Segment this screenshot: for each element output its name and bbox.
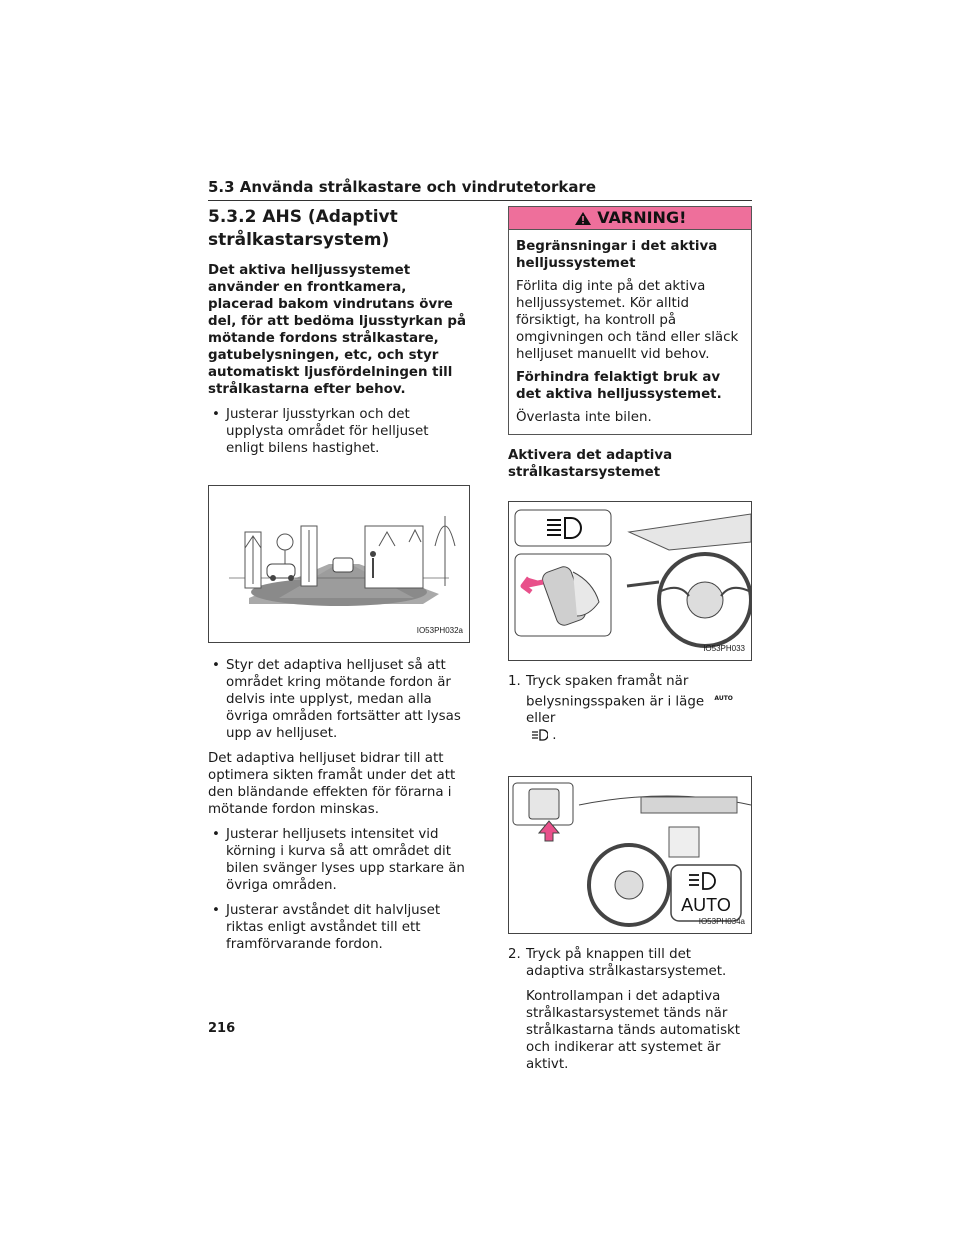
bullet-item: • Styr det adaptiva helljuset så att området kring mötande fordon är delvis inte upplyst, medan alla övriga områden fortsätter att lysas upp av helljuset. [208, 657, 470, 742]
section-header: 5.3 Använda strålkastare och vindrutetorkare [208, 178, 752, 201]
warning-text: Överlasta inte bilen. [516, 410, 652, 425]
step-text: Tryck på knappen till det adaptiva strålkastarsystemet. [526, 947, 727, 980]
warning-box [508, 206, 752, 435]
step-1 [508, 673, 752, 744]
auto-headlight-icon [530, 729, 548, 741]
figure-code: IO53PH034a [698, 917, 745, 927]
right-column [508, 206, 752, 1081]
warning-title: VARNING! [597, 208, 687, 227]
bullet-item: • Justerar ljusstyrkan och det upplysta området för helljuset enligt bilens hastighet. [208, 406, 470, 457]
body-paragraph: Det adaptiva helljuset bidrar till att optimera sikten framåt under det att den bländande effekten för förarna i mötande fordon minskas. [208, 751, 456, 817]
step-2 [508, 946, 752, 980]
left-column [208, 206, 470, 961]
auto-label: AUTO [714, 695, 733, 702]
figure-code: IO53PH033 [703, 644, 745, 653]
bullet-item: • Justerar avståndet dit halvljuset riktas enligt avståndet till ett framförvarande fordon. [208, 902, 470, 953]
dashboard-illustration [508, 776, 752, 934]
bullet-item: • Justerar helljusets intensitet vid körning i kurva så att området dit bilen svänger lyses upp starkare än övriga områden. [208, 826, 470, 894]
intro-paragraph: Det aktiva helljussystemet använder en frontkamera, placerad bakom vindrutans övre del, för att bedöma ljusstyrkan på mötande fordons strålkastare, gatubelysningen, etc, och styr automatiskt ljusfördelningen till strålkastarna efter behov. [208, 263, 467, 397]
auto-badge-label: AUTO [681, 895, 731, 916]
step-text: Tryck spaken framåt när belysningsspaken är i läge [526, 674, 705, 710]
warning-body [509, 230, 751, 434]
road-scene-drawing [209, 486, 469, 642]
road-illustration [208, 485, 470, 643]
dashboard-drawing [509, 777, 751, 933]
step-number: 1. [508, 674, 521, 689]
lever-drawing [509, 502, 751, 660]
page-number: 216 [208, 1021, 236, 1036]
warning-text: Förlita dig inte på det aktiva helljussystemet. Kör alltid försiktigt, ha kontroll på omgivningen och tänd eller släck helljuset manuellt vid behov. [516, 279, 739, 362]
warning-header [509, 207, 751, 230]
warning-subheading: Förhindra felaktigt bruk av det aktiva helljussystemet. [516, 370, 722, 402]
procedure-heading: Aktivera det adaptiva strålkastarsystemet [508, 448, 673, 480]
step-number: 2. [508, 947, 521, 963]
step-note: Kontrollampan i det adaptiva strålkastarsystemet tänds när strålkastarna tänds automatiskt och indikerar att systemet är aktivt. [526, 989, 741, 1073]
section-heading: 5.3.2 AHS (Adaptivt strålkastarsystem) [208, 207, 398, 250]
lever-illustration [508, 501, 752, 661]
warning-subheading: Begränsningar i det aktiva helljussystemet [516, 239, 718, 271]
warning-triangle-icon [574, 211, 592, 226]
step-text: . [552, 728, 557, 744]
step-text: eller [526, 711, 556, 727]
figure-code: IO53PH032a [416, 626, 463, 635]
